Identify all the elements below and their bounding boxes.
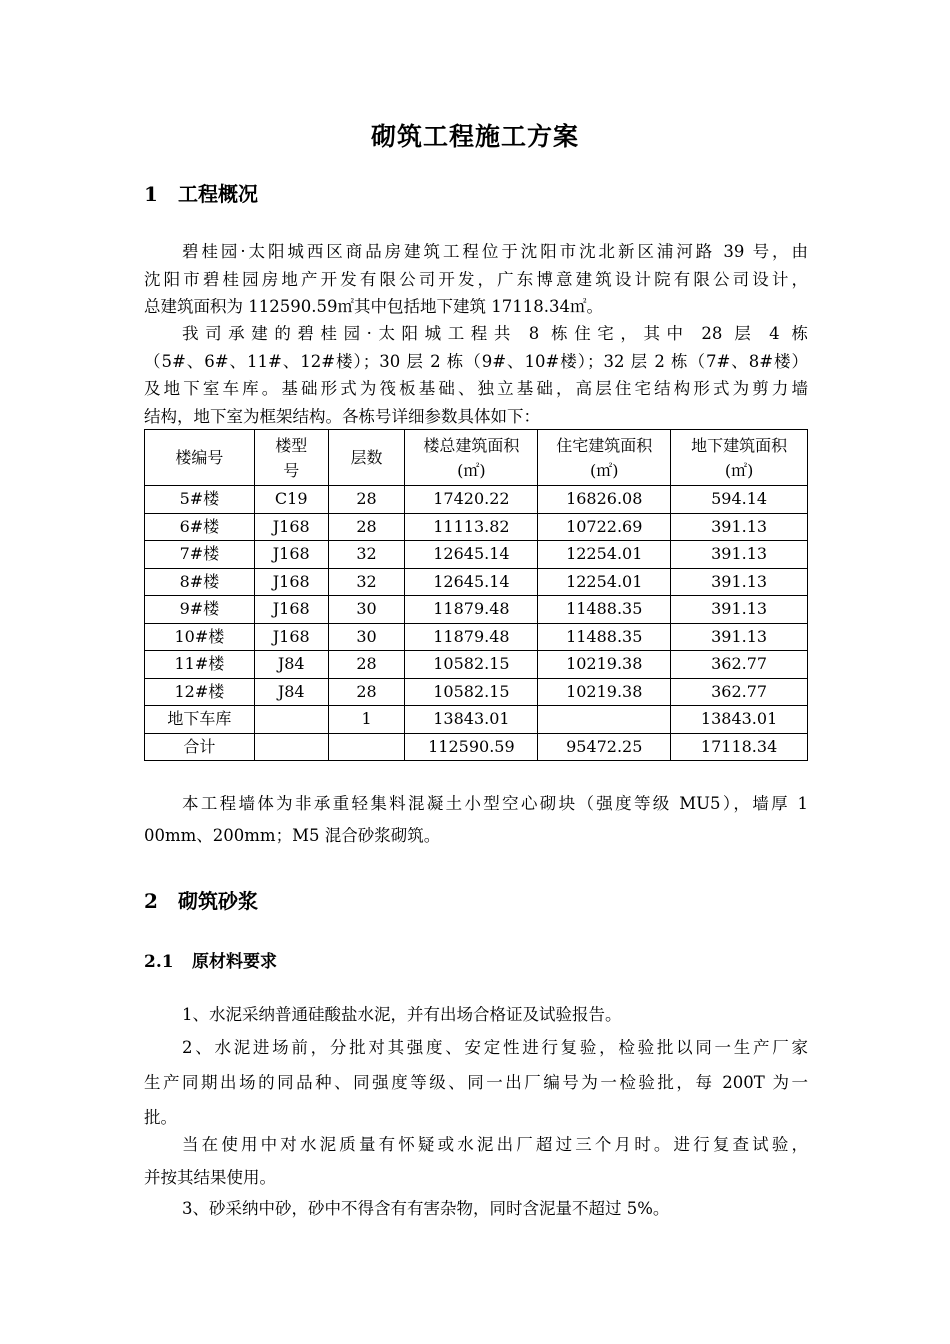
header-residential-area: 住宅建筑面积 (㎡) — [538, 430, 671, 486]
cell-total-area: 112590.59 — [405, 733, 538, 761]
paragraph-cement-recheck — [144, 1128, 808, 1194]
header-building-type: 楼型 号 — [254, 430, 328, 486]
cell-total-area: 10582.15 — [405, 651, 538, 679]
header-underground-area: 地下建筑面积 (㎡) — [671, 430, 808, 486]
cell-type: J84 — [254, 678, 328, 706]
table-row — [145, 706, 808, 734]
cell-type: J168 — [254, 568, 328, 596]
table-row — [145, 623, 808, 651]
section-title: 原材料要求 — [192, 952, 277, 972]
cell-type: J168 — [254, 623, 328, 651]
text-line: 生产同期出场的同品种、同强度等级、同一出厂编号为一检验批，每 200T 为一 — [144, 1073, 808, 1092]
cell-total-area: 17420.22 — [405, 486, 538, 514]
cell-underground-area: 362.77 — [671, 678, 808, 706]
cell-underground-area: 362.77 — [671, 651, 808, 679]
section-2-1-heading — [144, 947, 277, 972]
cell-underground-area: 13843.01 — [671, 706, 808, 734]
text-line: 碧桂园·太阳城西区商品房建筑工程位于沈阳市沈北新区浦河路 39 号，由 — [182, 242, 808, 261]
cell-building: 6#楼 — [145, 513, 255, 541]
cell-residential-area: 95472.25 — [538, 733, 671, 761]
cell-building: 10#楼 — [145, 623, 255, 651]
cell-building: 12#楼 — [145, 678, 255, 706]
cell-building: 合计 — [145, 733, 255, 761]
table-row — [145, 596, 808, 624]
cell-floors: 32 — [328, 568, 405, 596]
cell-total-area: 11113.82 — [405, 513, 538, 541]
cell-building: 8#楼 — [145, 568, 255, 596]
cell-residential-area: 11488.35 — [538, 623, 671, 651]
cell-building: 11#楼 — [145, 651, 255, 679]
cell-total-area: 11879.48 — [405, 596, 538, 624]
paragraph-project-location — [144, 238, 808, 321]
text-line: （5#、6#、11#、12#楼）；30 层 2 栋（9#、10#楼）；32 层 2 栋（7#、8#楼） — [144, 351, 808, 371]
cell-residential-area: 10219.38 — [538, 651, 671, 679]
header-total-area: 楼总建筑面积 (㎡) — [405, 430, 538, 486]
cell-total-area: 13843.01 — [405, 706, 538, 734]
cell-total-area: 11879.48 — [405, 623, 538, 651]
cell-floors: 30 — [328, 623, 405, 651]
text-line: 00mm、200mm；M5 混合砂浆砌筑。 — [144, 826, 441, 845]
cell-type: J84 — [254, 651, 328, 679]
table-row — [145, 541, 808, 569]
text-line: 3、砂采纳中砂，砂中不得含有有害杂物，同时含泥量不超过 5%。 — [182, 1199, 670, 1218]
text-line: 我司承建的碧桂园·太阳城工程共 8 栋住宅，其中 28 层 4 栋 — [182, 324, 808, 343]
paragraph-cement-requirement — [144, 1000, 808, 1030]
cell-floors: 28 — [328, 513, 405, 541]
cell-type: J168 — [254, 513, 328, 541]
cell-type: C19 — [254, 486, 328, 514]
text-line: 当在使用中对水泥质量有怀疑或水泥出厂超过三个月时。进行复查试验， — [182, 1135, 808, 1154]
building-parameters-table — [144, 429, 808, 761]
cell-residential-area: 11488.35 — [538, 596, 671, 624]
cell-floors: 30 — [328, 596, 405, 624]
table-row — [145, 568, 808, 596]
cell-underground-area: 391.13 — [671, 596, 808, 624]
cell-building: 5#楼 — [145, 486, 255, 514]
cell-building: 9#楼 — [145, 596, 255, 624]
section-number: 2 — [144, 889, 158, 913]
cell-building: 7#楼 — [145, 541, 255, 569]
header-floors: 层数 — [328, 430, 405, 486]
section-number: 1 — [144, 182, 158, 206]
cell-floors: 28 — [328, 678, 405, 706]
cell-residential-area: 12254.01 — [538, 541, 671, 569]
cell-underground-area: 391.13 — [671, 568, 808, 596]
cell-underground-area: 391.13 — [671, 623, 808, 651]
section-2-heading — [144, 885, 258, 914]
text-line: 结构，地下室为框架结构。各栋号详细参数具体如下： — [144, 406, 540, 426]
cell-total-area: 10582.15 — [405, 678, 538, 706]
table-header-row — [145, 430, 808, 486]
section-number: 2.1 — [144, 952, 174, 972]
cell-type: J168 — [254, 541, 328, 569]
text-line: 并按其结果使用。 — [144, 1168, 276, 1187]
cell-type — [254, 733, 328, 761]
table-row — [145, 486, 808, 514]
table-row — [145, 678, 808, 706]
table-total-row — [145, 733, 808, 761]
section-title: 工程概况 — [178, 182, 258, 206]
text-line: 1、水泥采纳普通硅酸盐水泥，并有出场合格证及试验报告。 — [182, 1005, 622, 1024]
text-line: 沈阳市碧桂园房地产开发有限公司开发，广东博意建筑设计院有限公司设计， — [144, 269, 808, 289]
cell-total-area: 12645.14 — [405, 541, 538, 569]
table-row — [145, 651, 808, 679]
paragraph-wall-materials — [144, 788, 808, 852]
cell-residential-area: 16826.08 — [538, 486, 671, 514]
document-title: 砌筑工程施工方案 — [370, 122, 579, 151]
cell-type — [254, 706, 328, 734]
section-title: 砌筑砂浆 — [178, 889, 258, 913]
table-row — [145, 513, 808, 541]
cell-floors: 28 — [328, 651, 405, 679]
cell-floors — [328, 733, 405, 761]
text-line: 本工程墙体为非承重轻集料混凝土小型空心砌块（强度等级 MU5），墙厚 1 — [182, 794, 808, 813]
header-building-number: 楼编号 — [145, 430, 255, 486]
section-1-heading — [144, 178, 258, 207]
cell-type: J168 — [254, 596, 328, 624]
cell-building: 地下车库 — [145, 706, 255, 734]
cell-underground-area: 391.13 — [671, 541, 808, 569]
cell-residential-area — [538, 706, 671, 734]
text-line: 总建筑面积为 112590.59㎡其中包括地下建筑 17118.34㎡。 — [144, 297, 603, 316]
paragraph-sand-requirement — [144, 1194, 808, 1224]
cell-underground-area: 17118.34 — [671, 733, 808, 761]
cell-underground-area: 391.13 — [671, 513, 808, 541]
paragraph-cement-inspection — [144, 1030, 808, 1135]
text-line: 2、水泥进场前，分批对其强度、安定性进行复验，检验批以同一生产厂家 — [182, 1038, 808, 1057]
text-line: 及地下室车库。基础形式为筏板基础、独立基础，高层住宅结构形式为剪力墙 — [144, 379, 808, 398]
cell-floors: 1 — [328, 706, 405, 734]
cell-total-area: 12645.14 — [405, 568, 538, 596]
text-line: 批。 — [144, 1108, 177, 1127]
cell-floors: 32 — [328, 541, 405, 569]
paragraph-buildings — [144, 320, 808, 430]
cell-floors: 28 — [328, 486, 405, 514]
cell-residential-area: 10219.38 — [538, 678, 671, 706]
cell-residential-area: 10722.69 — [538, 513, 671, 541]
cell-residential-area: 12254.01 — [538, 568, 671, 596]
cell-underground-area: 594.14 — [671, 486, 808, 514]
